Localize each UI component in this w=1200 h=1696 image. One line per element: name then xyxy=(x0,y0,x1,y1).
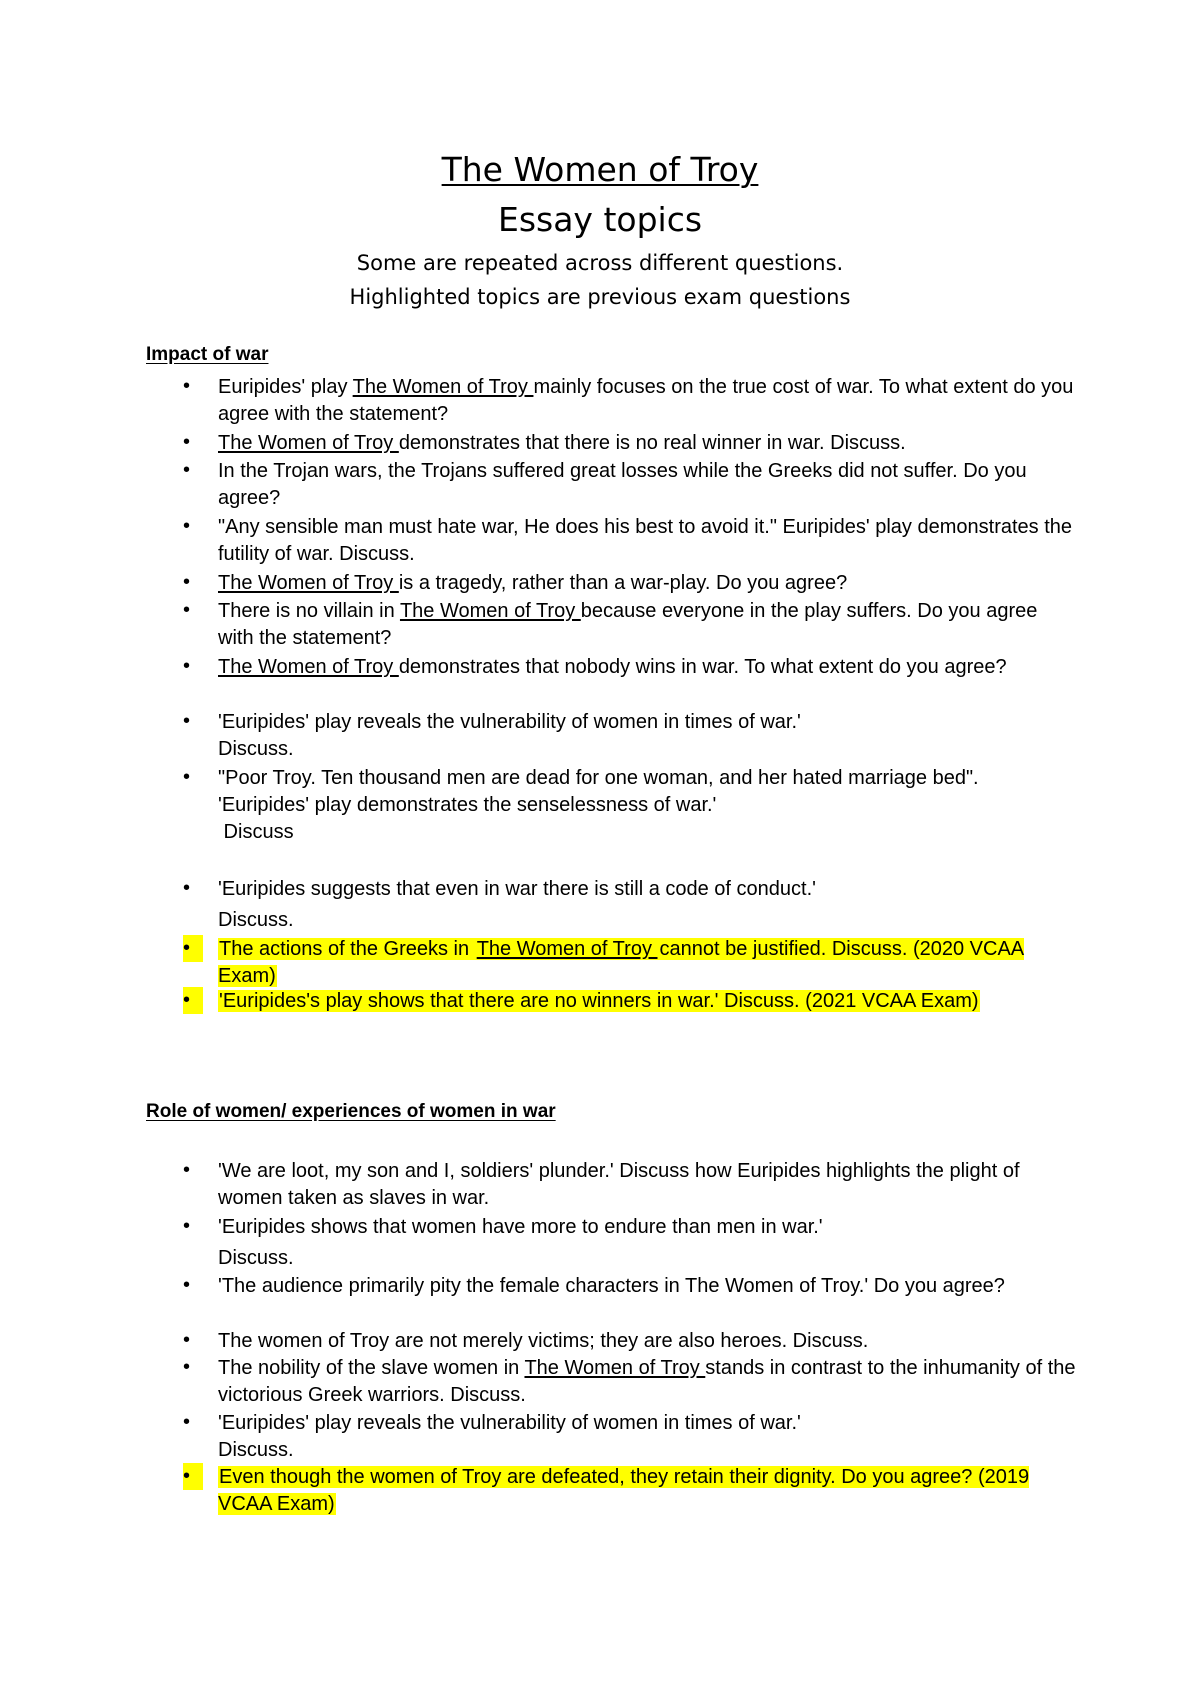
section-heading-women: Role of women/ experiences of women in war xyxy=(146,1101,556,1122)
document-title: The Women of Troy xyxy=(441,150,759,189)
list-item-highlighted xyxy=(146,988,1076,1015)
item-text: 'Euripides' play reveals the vulnerability of women in times of war.' xyxy=(218,1412,801,1434)
item-text: The Women of Troy is a tragedy, rather than a war-play. Do you agree? xyxy=(218,572,848,594)
list-item xyxy=(146,570,1076,597)
bullet-icon: • xyxy=(183,431,191,453)
item-text-line3: Discuss xyxy=(218,821,294,843)
item-text: The nobility of the slave women in The Women of Troy stands in contrast to the inhumanity of the victorious Greek warriors. Discuss. xyxy=(218,1357,1076,1406)
list-item xyxy=(146,598,1076,652)
item-text-tail: Discuss. xyxy=(218,909,294,931)
bullet-icon: • xyxy=(183,375,191,397)
item-text: The women of Troy are not merely victims; they are also heroes. Discuss. xyxy=(218,1330,869,1352)
item-text: "Poor Troy. Ten thousand men are dead for one woman, and her hated marriage bed". xyxy=(218,767,979,789)
repeat-note: Some are repeated across different questions. xyxy=(356,251,844,275)
list-item xyxy=(146,709,1076,763)
item-text-line2: 'Euripides' play demonstrates the senselessness of war.' xyxy=(218,794,717,816)
play-title: The Women of Troy xyxy=(524,1357,706,1379)
item-text: The Women of Troy demonstrates that there is no real winner in war. Discuss. xyxy=(218,432,906,454)
play-title: The Women of Troy xyxy=(476,938,658,960)
bullet-icon: • xyxy=(183,987,203,1014)
bullet-icon: • xyxy=(183,877,191,899)
bullet-icon: • xyxy=(183,710,191,732)
bullet-icon: • xyxy=(183,571,191,593)
bullet-icon: • xyxy=(183,1159,191,1181)
bullet-icon: • xyxy=(183,766,191,788)
play-title: The Women of Troy xyxy=(218,572,399,594)
play-title: The Women of Troy xyxy=(218,432,399,454)
item-text: 'Euripides shows that women have more to endure than men in war.' xyxy=(218,1216,823,1238)
bullet-icon: • xyxy=(183,459,191,481)
list-item xyxy=(146,1214,1076,1272)
list-item xyxy=(146,654,1076,681)
item-text: Even though the women of Troy are defeated, they retain their dignity. Do you agree? (2019 VCAA Exam) xyxy=(218,1466,1030,1515)
item-text: In the Trojan wars, the Trojans suffered great losses while the Greeks did not suffer. Do you agree? xyxy=(218,460,1027,509)
bullet-icon: • xyxy=(183,1356,191,1378)
bullet-icon: • xyxy=(183,1329,191,1351)
list-item-highlighted xyxy=(146,1464,1076,1518)
item-text-line2: Discuss. xyxy=(218,1439,294,1461)
play-title: The Women of Troy xyxy=(399,600,581,622)
item-text: 'The audience primarily pity the female characters in The Women of Troy.' Do you agree? xyxy=(218,1275,1005,1297)
bullet-icon: • xyxy=(183,1215,191,1237)
bullet-icon: • xyxy=(183,599,191,621)
list-item xyxy=(146,514,1076,568)
item-text: "Any sensible man must hate war, He does his best to avoid it." Euripides' play demonstrates the futility of war. Discuss. xyxy=(218,516,1073,565)
bullet-icon: • xyxy=(183,515,191,537)
play-title: The Women of Troy xyxy=(352,376,534,398)
item-text: 'Euripides suggests that even in war there is still a code of conduct.' xyxy=(218,878,816,900)
section-heading-impact: Impact of war xyxy=(146,344,269,365)
list-item-highlighted xyxy=(146,936,1076,990)
list-item xyxy=(146,458,1076,512)
item-text: There is no villain in The Women of Troy because everyone in the play suffers. Do you agree with the statement? xyxy=(218,600,1038,649)
bullet-icon: • xyxy=(183,1274,191,1296)
item-text: 'Euripides' play reveals the vulnerability of women in times of war.' xyxy=(218,711,801,733)
list-item xyxy=(146,1158,1076,1212)
list-item xyxy=(146,1355,1076,1409)
list-item xyxy=(146,430,1076,457)
highlight-note: Highlighted topics are previous exam questions xyxy=(349,285,851,309)
list-item xyxy=(146,1328,1076,1355)
list-item xyxy=(146,876,1076,934)
item-text-tail: Discuss. xyxy=(218,738,294,760)
play-title: The Women of Troy xyxy=(218,656,399,678)
list-item xyxy=(146,1410,1076,1464)
item-text: 'Euripides's play shows that there are no winners in war.' Discuss. (2021 VCAA Exam) xyxy=(219,990,979,1012)
item-text: The actions of the Greeks in The Women of Troy cannot be justified. Discuss. (2020 VCAA Exam) xyxy=(218,938,1025,987)
item-text: The Women of Troy demonstrates that nobody wins in war. To what extent do you agree? xyxy=(218,656,1007,678)
document-subtitle: Essay topics xyxy=(497,200,703,239)
list-item xyxy=(146,765,1076,846)
list-item xyxy=(146,374,1076,428)
bullet-icon: • xyxy=(183,935,203,962)
item-text: 'We are loot, my son and I, soldiers' plunder.' Discuss how Euripides highlights the plight of women taken as slaves in war. xyxy=(218,1160,1020,1209)
item-text-tail: Discuss. xyxy=(218,1247,294,1269)
bullet-icon: • xyxy=(183,1463,203,1490)
bullet-icon: • xyxy=(183,655,191,677)
list-item xyxy=(146,1273,1076,1300)
item-text: Euripides' play The Women of Troy mainly focuses on the true cost of war. To what extent do you agree with the statement? xyxy=(218,376,1074,425)
bullet-icon: • xyxy=(183,1411,191,1433)
